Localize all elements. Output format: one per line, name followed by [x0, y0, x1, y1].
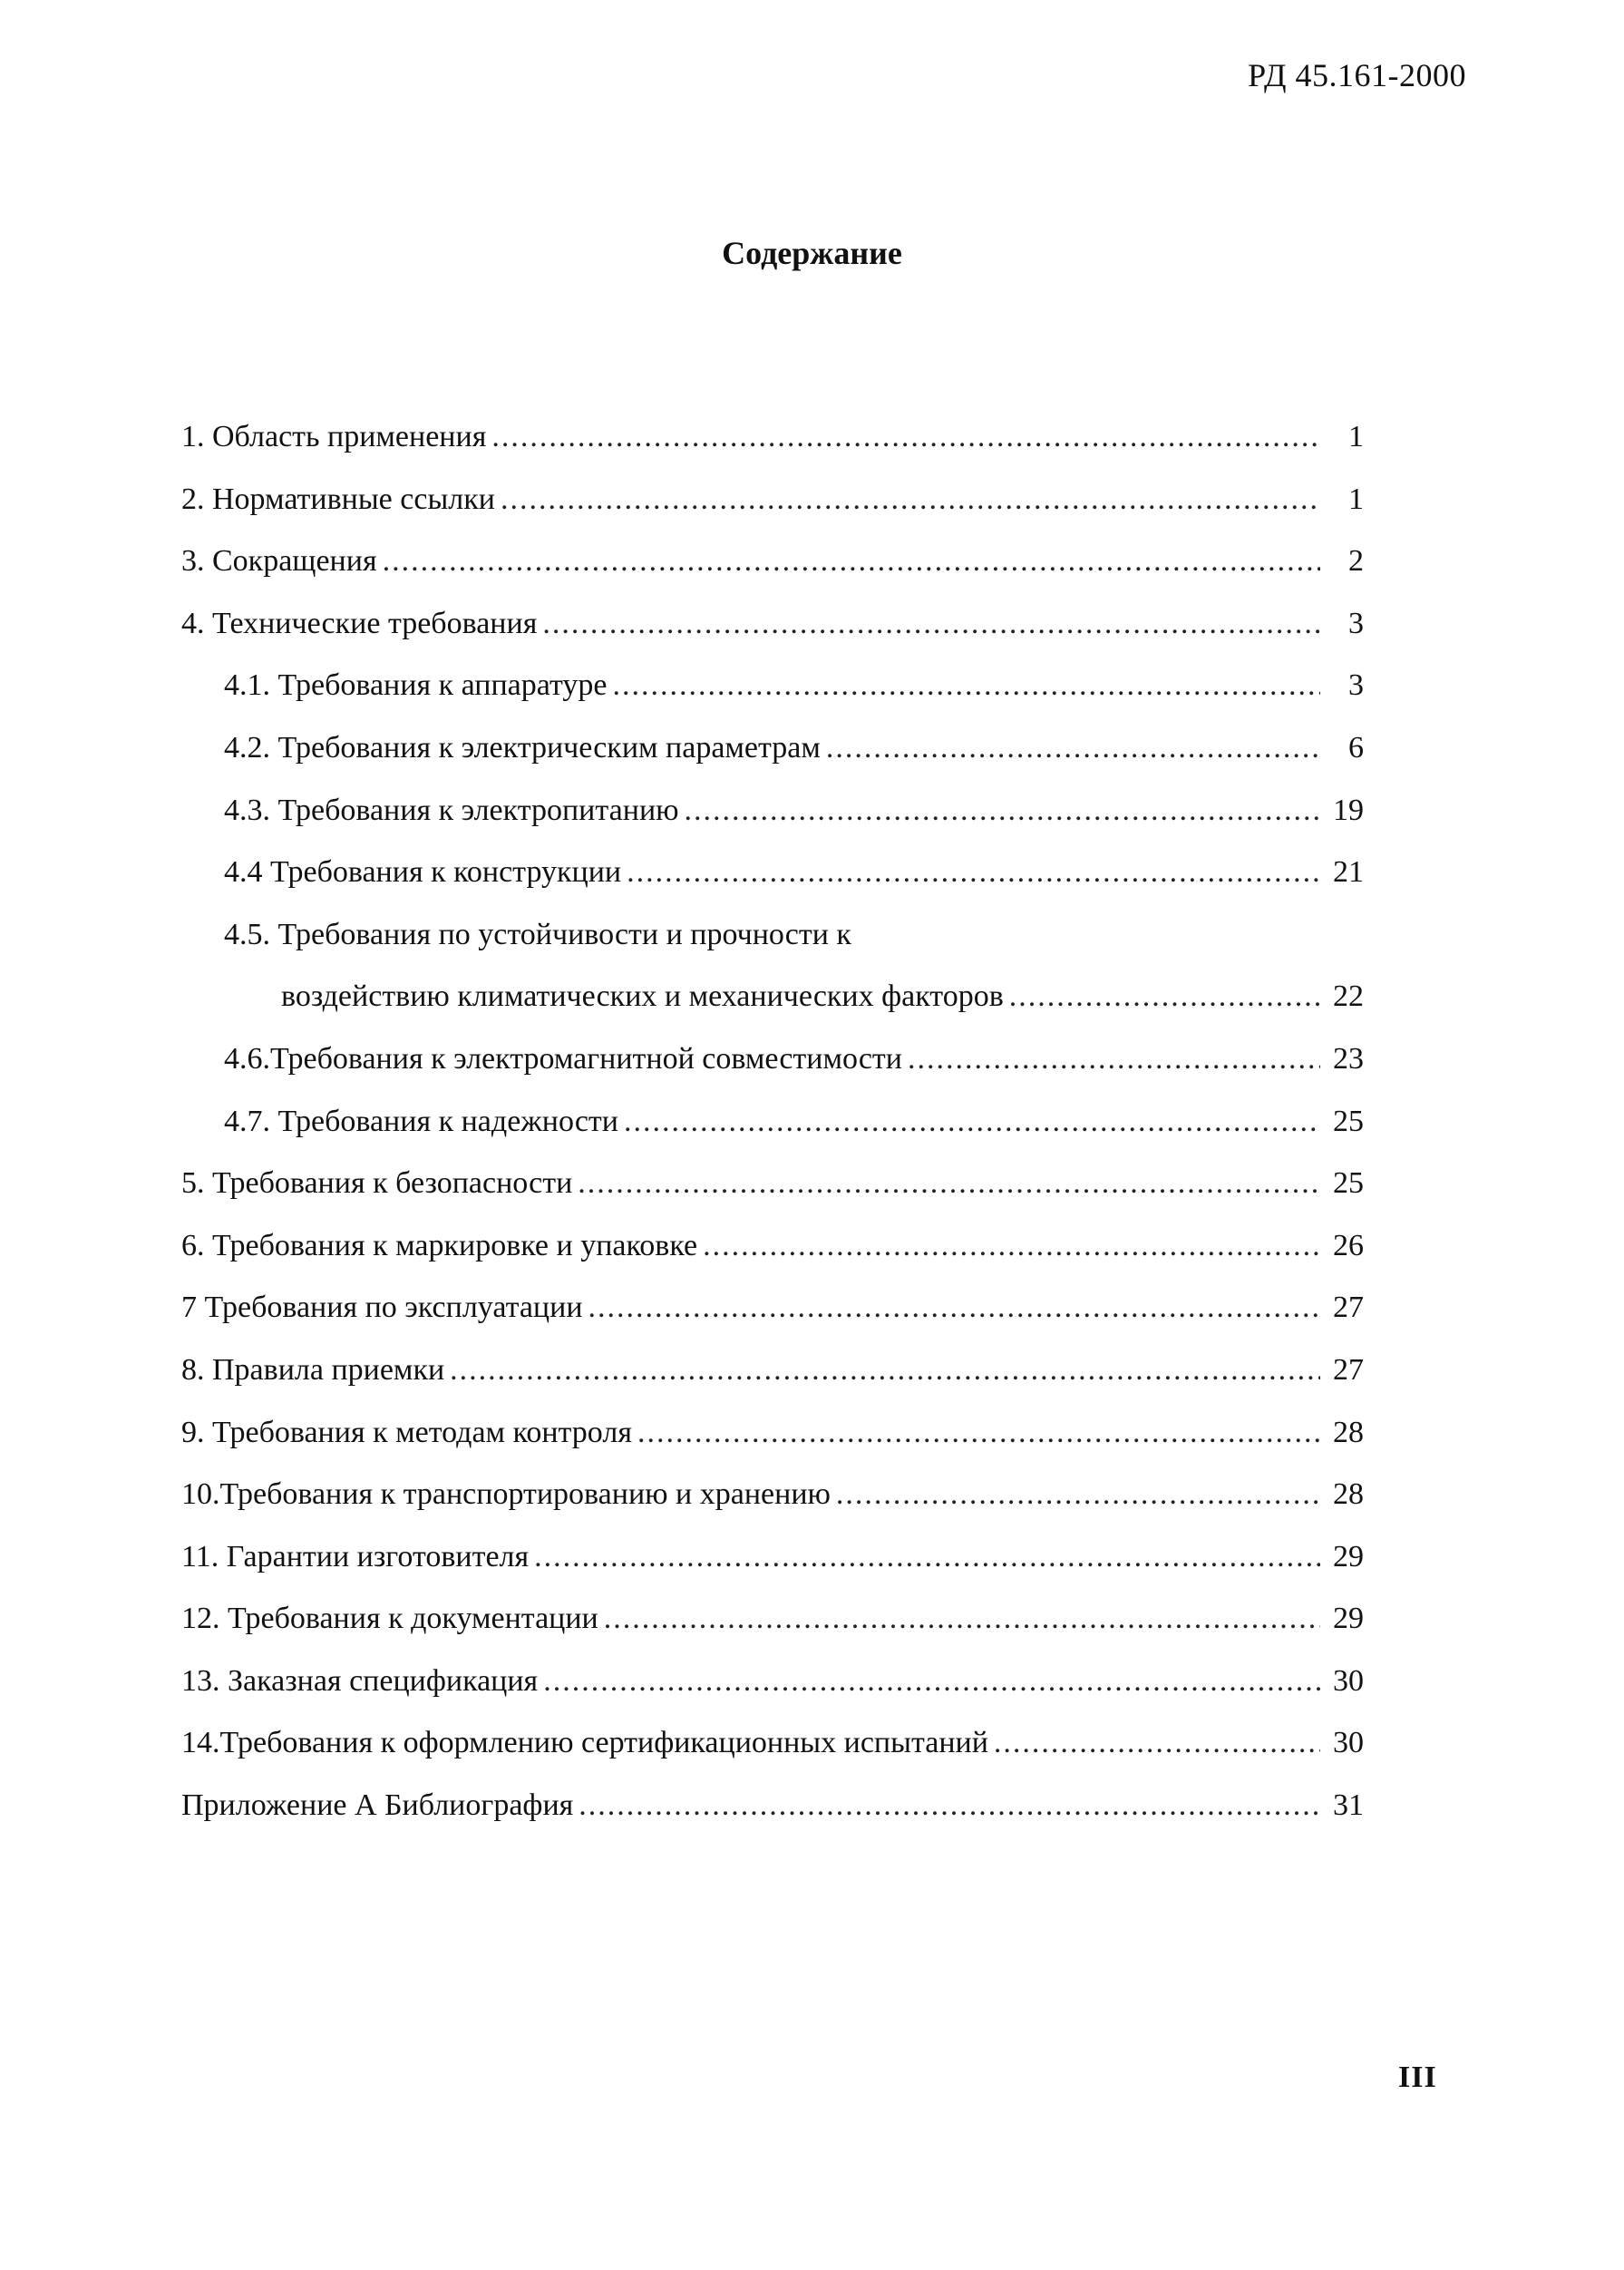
toc-entry: [181, 469, 1369, 531]
toc-dot-leader: [612, 655, 1320, 717]
toc-entry-label: 4.2. Требования к электрическим параметрам: [224, 730, 821, 765]
toc-entry-page: 2: [1348, 544, 1364, 579]
toc-entry: [181, 1464, 1369, 1526]
toc-dot-leader: [543, 1651, 1320, 1713]
page-number: III: [1398, 2061, 1437, 2094]
toc-entry-label: 10.Требования к транспортированию и хранению: [181, 1477, 831, 1512]
toc-entry-page: 29: [1333, 1539, 1364, 1573]
toc-entry-page: 21: [1333, 855, 1364, 890]
toc-entry-page: 3: [1348, 606, 1364, 640]
toc-entry: [181, 966, 1369, 1028]
toc-dot-leader: [685, 780, 1320, 843]
toc-entry: [181, 780, 1369, 843]
toc-entry-label: 9. Требования к методам контроля: [181, 1415, 632, 1449]
toc-entry: [181, 717, 1369, 780]
toc-dot-leader: [534, 1526, 1320, 1589]
toc-entry-page: 26: [1333, 1228, 1364, 1262]
toc-entry-label: 4.1. Требования к аппаратуре: [224, 668, 608, 703]
toc-entry: [181, 1402, 1369, 1465]
toc-entry: [181, 406, 1369, 469]
toc-entry: [181, 1526, 1369, 1589]
toc-entry-page: 28: [1333, 1477, 1364, 1512]
toc-entry: [181, 531, 1369, 593]
toc-dot-leader: [491, 406, 1320, 469]
toc-entry-page: 25: [1333, 1166, 1364, 1201]
toc-dot-leader: [383, 531, 1320, 593]
table-of-contents: [181, 406, 1369, 1837]
toc-dot-leader: [588, 1277, 1320, 1340]
toc-entry: [181, 1277, 1369, 1340]
toc-entry-label: 14.Требования к оформлению сертификационных испытаний: [181, 1726, 988, 1760]
toc-dot-leader: [994, 1712, 1320, 1775]
toc-entry-label: 13. Заказная спецификация: [181, 1663, 539, 1698]
toc-title: Содержание: [722, 235, 902, 271]
toc-entry: [181, 1775, 1369, 1837]
toc-entry-label: 4.7. Требования к надежности: [224, 1104, 618, 1138]
toc-entry-label: 5. Требования к безопасности: [181, 1166, 573, 1201]
toc-entry-page: 30: [1333, 1663, 1364, 1698]
toc-dot-leader: [637, 1402, 1320, 1465]
toc-entry-page: 28: [1333, 1415, 1364, 1449]
toc-dot-leader: [908, 1028, 1320, 1091]
toc-entry-label: 4.4 Требования к конструкции: [224, 855, 622, 890]
toc-dot-leader: [627, 842, 1320, 904]
toc-entry: [181, 1588, 1369, 1651]
toc-entry-label: Приложение А Библиография: [181, 1788, 574, 1823]
toc-dot-leader: [826, 717, 1320, 780]
document-code: РД 45.161-2000: [1248, 57, 1466, 93]
toc-entry: [181, 593, 1369, 656]
toc-entry-page: 22: [1333, 979, 1364, 1014]
toc-entry: [181, 842, 1369, 904]
toc-entry-page: 29: [1333, 1602, 1364, 1636]
toc-entry-label: 4.5. Требования по устойчивости и прочности к: [224, 917, 851, 951]
toc-entry-label: 4.6.Требования к электромагнитной совместимости: [224, 1041, 902, 1076]
toc-entry-page: 27: [1333, 1352, 1364, 1387]
toc-entry: [181, 1091, 1369, 1154]
toc-entry-page: 30: [1333, 1726, 1364, 1760]
toc-entry-label: 1. Область применения: [181, 420, 487, 453]
toc-entry-page: 27: [1333, 1291, 1364, 1325]
toc-dot-leader: [604, 1588, 1320, 1651]
toc-entry-page: 23: [1333, 1041, 1364, 1076]
toc-entry-page: 3: [1348, 668, 1364, 703]
toc-dot-leader: [501, 469, 1320, 531]
toc-entry-label: 6. Требования к маркировке и упаковке: [181, 1228, 698, 1262]
toc-entry-label: воздействию климатических и механических факторов: [281, 979, 1004, 1014]
toc-entry-label: 4. Технические требования: [181, 606, 538, 640]
toc-entry: [181, 1215, 1369, 1278]
toc-entry: [181, 904, 1369, 967]
toc-dot-leader: [450, 1340, 1320, 1402]
toc-entry-label: 7 Требования по эксплуатации: [181, 1291, 583, 1325]
toc-dot-leader: [836, 1464, 1320, 1526]
toc-entry-label: 12. Требования к документации: [181, 1602, 598, 1636]
toc-dot-leader: [578, 1153, 1320, 1215]
toc-entry: [181, 1028, 1369, 1091]
toc-entry-label: 11. Гарантии изготовителя: [181, 1539, 530, 1573]
toc-entry: [181, 1153, 1369, 1215]
toc-entry-page: 1: [1348, 482, 1364, 516]
toc-entry-label: 2. Нормативные ссылки: [181, 482, 495, 516]
toc-entry-page: 6: [1348, 730, 1364, 765]
toc-entry-page: 31: [1333, 1788, 1364, 1823]
toc-entry: [181, 1712, 1369, 1775]
toc-entry-page: 1: [1348, 420, 1364, 453]
toc-entry-label: 3. Сокращения: [181, 544, 377, 579]
toc-dot-leader: [624, 1091, 1320, 1154]
toc-dot-leader: [542, 593, 1320, 656]
toc-entry: [181, 1651, 1369, 1713]
toc-entry-label: 4.3. Требования к электропитанию: [224, 793, 679, 827]
toc-dot-leader: [703, 1215, 1320, 1278]
toc-entry-label: 8. Правила приемки: [181, 1352, 445, 1387]
toc-dot-leader: [1009, 966, 1320, 1028]
toc-dot-leader: [579, 1775, 1320, 1837]
toc-entry-page: 19: [1333, 793, 1364, 827]
toc-entry: [181, 1340, 1369, 1402]
toc-entry: [181, 655, 1369, 717]
toc-entry-page: 25: [1333, 1104, 1364, 1138]
